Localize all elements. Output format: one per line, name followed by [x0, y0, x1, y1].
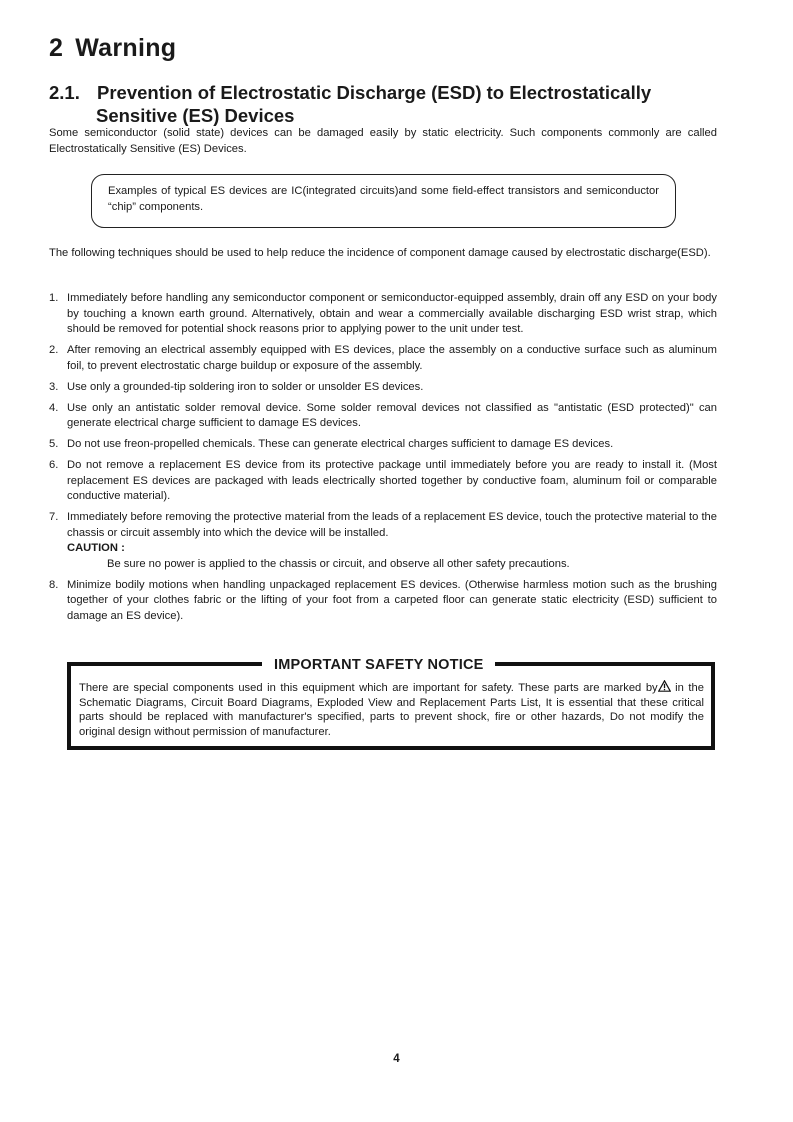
section-title-line2: Sensitive (ES) Devices	[96, 105, 295, 126]
list-item-text: Do not use freon-propelled chemicals. These can generate electrical charges sufficient to damage ES devices.	[67, 438, 614, 450]
list-item	[49, 380, 717, 396]
section-title-line1: Prevention of Electrostatic Discharge (ESD) to Electrostatically	[97, 82, 652, 103]
list-item	[49, 510, 717, 572]
list-item-number: 1.	[49, 292, 59, 304]
caution-text: Be sure no power is applied to the chassis or circuit, and observe all other safety precautions.	[107, 557, 570, 570]
list-item-text: After removing an electrical assembly equipped with ES devices, place the assembly on a conductive surface such as aluminum foil, to prevent electrostatic charge buildup or exposure of the assembly.	[67, 344, 717, 372]
list-item-text: Use only an antistatic solder removal device. Some solder removal devices not classified as "antistatic (ESD protected)" can generate electrical charge sufficient to damage ES devices.	[67, 401, 717, 429]
safety-notice-title: IMPORTANT SAFETY NOTICE	[262, 655, 495, 675]
safety-notice-text-part2: in the Schematic Diagrams, Circuit Board Diagrams, Exploded View and Replacement Parts List, It is essential that these critical parts should be replaced with manufacturer's specified, parts to prevent shock, fire or other hazards, Do not modify the original design without permission of manufacturer.	[79, 682, 704, 738]
list-item	[49, 578, 717, 625]
list-item-number: 6.	[49, 459, 59, 471]
chapter-title-text: Warning	[75, 34, 177, 62]
list-item-text: Minimize bodily motions when handling unpackaged replacement ES devices. (Otherwise harmless motion such as the brushing together of your clothes fabric or the lifting of your foot from a carpeted floor can generate static electricity (ESD) sufficient to damage an ES device).	[67, 578, 717, 622]
list-item-number: 2.	[49, 344, 59, 356]
list-item-number: 3.	[49, 380, 59, 393]
list-item-number: 8.	[49, 578, 59, 591]
list-item-text: Do not remove a replacement ES device from its protective package until immediately before you are ready to install it. (Most replacement ES devices are packaged with leads electrically shorted together by conductive foam, aluminum foil or comparable conductive material).	[67, 459, 717, 502]
list-item-text: Use only a grounded-tip soldering iron to solder or unsolder ES devices.	[67, 380, 424, 393]
list-item-text: Immediately before removing the protective material from the leads of a replacement ES device, touch the protective material to the chassis or circuit assembly into which the device will be installed.	[67, 511, 717, 539]
chapter-title	[49, 34, 176, 63]
list-item	[49, 437, 717, 453]
es-devices-callout: Examples of typical ES devices are IC(integrated circuits)and some field-effect transistors and semiconductor “chip” components.	[91, 174, 676, 228]
section-number: 2.1.	[49, 82, 80, 103]
esd-steps-list	[49, 291, 717, 630]
warning-triangle-icon	[658, 680, 671, 692]
section-title	[49, 81, 749, 127]
chapter-number: 2	[49, 34, 64, 62]
list-item	[49, 343, 717, 374]
list-item	[49, 458, 717, 505]
safety-notice-text-part1: There are special components used in this equipment which are important for safety. These parts are marked by	[79, 682, 658, 694]
list-item-number: 7.	[49, 511, 59, 523]
page-number: 4	[393, 1053, 400, 1065]
list-item	[49, 401, 717, 432]
list-item-text: Immediately before handling any semiconductor component or semiconductor-equipped assembly, drain off any ESD on your body by touching a known earth ground. Alternatively, obtain and wear a commercially available discharging ESD wrist strap, which should be removed for potential shock reasons prior to applying power to the unit under test.	[67, 292, 717, 335]
list-item-number: 5.	[49, 438, 59, 450]
techniques-intro-paragraph: The following techniques should be used to help reduce the incidence of component damage caused by electrostatic discharge(ESD).	[49, 247, 711, 259]
list-item-number: 4.	[49, 401, 59, 414]
safety-notice-body	[79, 680, 704, 739]
intro-paragraph: Some semiconductor (solid state) devices can be damaged easily by static electricity. Such components commonly are called Electrostatically Sensitive (ES) Devices.	[49, 127, 717, 155]
list-item	[49, 291, 717, 338]
caution-label: CAUTION :	[67, 542, 125, 554]
